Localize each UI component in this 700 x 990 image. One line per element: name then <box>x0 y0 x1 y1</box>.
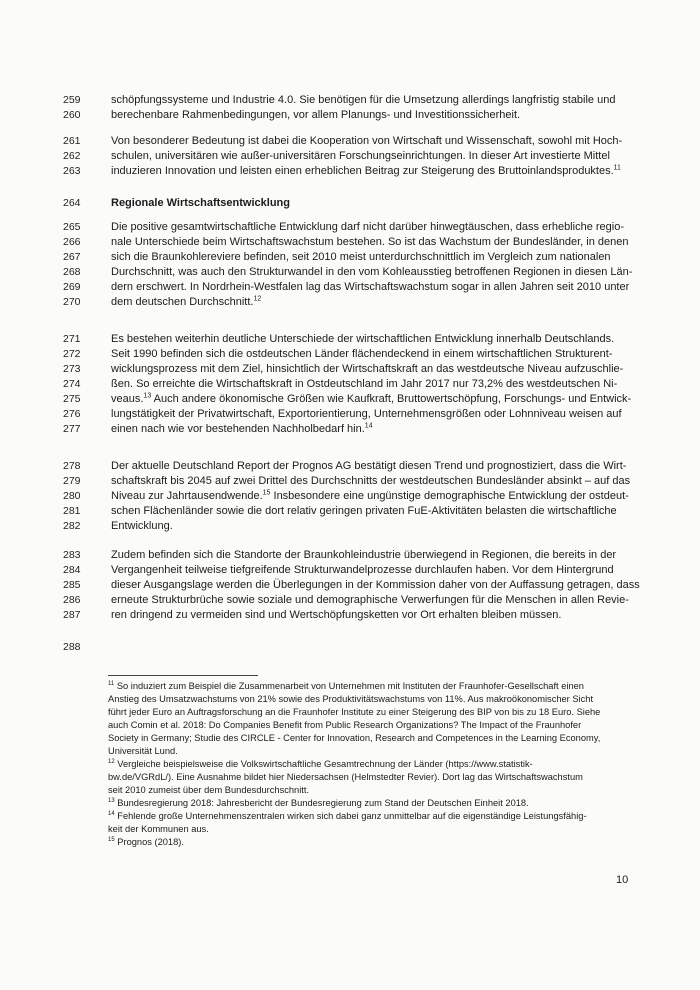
line-number: 280 <box>63 490 81 502</box>
footnote-text: Bundesregierung 2018: Jahresbericht der Bundesregierung zum Stand der Deutschen Einheit 2018. <box>114 798 529 808</box>
line-number: 271 <box>63 333 81 345</box>
line-text-body: induzieren Innovation und leisten einen erheblichen Beitrag zur Steigerung des Bruttoinlandsproduktes. <box>111 165 614 177</box>
line-text: Es bestehen weiterhin deutliche Unterschiede der wirtschaftlichen Entwicklung innerhalb Deutschlands. <box>111 333 615 345</box>
line-text: ren dringend zu vermeiden sind und Wertschöpfungsketten vor Ort erhalten bleiben müssen. <box>111 609 562 621</box>
footnote <box>108 810 628 836</box>
footnote-number: 11 <box>108 680 115 687</box>
footnote-number: 15 <box>108 836 115 843</box>
line-number: 269 <box>63 281 81 293</box>
footnote-text: Fehlende große Unternehmenszentralen wirken sich dabei ganz unmittelbar auf die eigenständige Leistungsfähig- <box>114 811 587 821</box>
line-number: 287 <box>63 609 81 621</box>
footnote-line: Universität Lund. <box>108 746 178 756</box>
line-number: 268 <box>63 266 81 278</box>
line-text-body: Niveau zur Jahrtausendwende. <box>111 490 263 502</box>
line-number: 262 <box>63 150 81 162</box>
line-number: 282 <box>63 520 81 532</box>
footnote <box>108 680 628 758</box>
footnote-line <box>108 680 628 693</box>
footnote-line: keit der Kommunen aus. <box>108 824 209 834</box>
footnote-text: So induziert zum Beispiel die Zusammenarbeit von Unternehmen mit Instituten der Fraunhofer-Gesellschaft einen <box>114 681 584 691</box>
line-text <box>111 392 631 407</box>
line-text: schöpfungssysteme und Industrie 4.0. Sie benötigen für die Umsetzung allerdings langfristig stabile und <box>111 94 616 106</box>
footnote-line <box>108 836 628 849</box>
line-text: dern erschwert. In Nordrhein-Westfalen lag das Wirtschaftswachstum sogar in allen Jahren seit 2010 unter <box>111 281 630 293</box>
line-text: Der aktuelle Deutschland Report der Prognos AG bestätigt diesen Trend und prognostiziert, dass die Wirt- <box>111 460 627 472</box>
footnote-reference: 14 <box>364 422 373 430</box>
footnotes <box>108 680 628 849</box>
line-text: schen Flächenländer sowie die dort relativ geringen privaten FuE-Aktivitäten belasten die wirtschaftliche <box>111 505 617 517</box>
line-text <box>111 422 373 437</box>
line-number: 279 <box>63 475 81 487</box>
line-number: 285 <box>63 579 81 591</box>
footnote-line: Anstieg des Umsatzwachstums von 21% sowie des Produktivitätswachstums von 11%. Aus makroökonomischer Sicht <box>108 694 594 704</box>
footnote <box>108 836 628 849</box>
line-text: schulen, universitären wie außer-universitären Forschungseinrichtungen. In dieser Art investierte Mittel <box>111 150 610 162</box>
footnote-line: auch Comin et al. 2018: Do Companies Benefit from Public Research Organizations? The Impact of the Fraunhofer <box>108 720 582 730</box>
line-number: 263 <box>63 165 81 177</box>
line-text: erneute Strukturbrüche sowie soziale und demographische Verwerfungen für die Menschen in allen Revie- <box>111 594 629 606</box>
footnote-line: Society in Germany; Studie des CIRCLE - Center for Innovation, Research and Competences in the Learning Economy, <box>108 733 601 743</box>
line-text <box>111 164 621 179</box>
line-text: berechenbare Rahmenbedingungen, vor allem Planungs- und Investitionssicherheit. <box>111 109 521 121</box>
line-text-body: einen nach wie vor bestehenden Nachholbedarf hin. <box>111 423 365 435</box>
line-text-continuation: Auch andere ökonomische Größen wie Kaufkraft, Bruttowertschöpfung, Forschungs- und Entwick- <box>151 393 632 405</box>
footnote-reference: 13 <box>143 392 152 400</box>
line-text: Von besonderer Bedeutung ist dabei die Kooperation von Wirtschaft und Wissenschaft, sowohl mit Hoch- <box>111 135 623 147</box>
line-number: 274 <box>63 378 81 390</box>
heading-text: Regionale Wirtschaftsentwicklung <box>111 197 290 209</box>
footnote-text: Vergleiche beispielsweise die Volkswirtschaftliche Gesamtrechnung der Länder (https://www.statistik- <box>114 759 533 769</box>
line-text: Vergangenheit teilweise tiefgreifende Strukturwandelprozesse durchlaufen haben. Vor dem Hintergrund <box>111 564 614 576</box>
line-number: 281 <box>63 505 81 517</box>
line-number: 259 <box>63 94 81 106</box>
line-number: 264 <box>63 197 81 209</box>
line-number: 270 <box>63 296 81 308</box>
footnote-reference: 11 <box>613 164 621 172</box>
footnote-separator <box>108 675 258 676</box>
footnote-number: 12 <box>108 758 115 765</box>
footnote-reference: 12 <box>253 295 262 303</box>
line-text <box>111 489 629 504</box>
footnote-number: 14 <box>108 810 115 817</box>
line-text: Durchschnitt, was auch den Strukturwandel in den vom Kohleausstieg betroffenen Regionen in diesen Län- <box>111 266 633 278</box>
line-number: 288 <box>63 641 81 653</box>
footnote-line: bw.de/VGRdL/). Eine Ausnahme bildet hier Niedersachsen (Helmstedter Revier). Dort lag das Wirtschaftswachstum <box>108 772 583 782</box>
line-number: 278 <box>63 460 81 472</box>
footnote-line <box>108 758 628 771</box>
line-number: 272 <box>63 348 81 360</box>
footnote-line <box>108 797 628 810</box>
line-text: Entwicklung. <box>111 520 173 532</box>
line-text: Die positive gesamtwirtschaftliche Entwicklung darf nicht darüber hinwegtäuschen, dass erhebliche regio- <box>111 221 624 233</box>
line-text-body: veaus. <box>111 393 144 405</box>
line-number: 276 <box>63 408 81 420</box>
footnote <box>108 758 628 797</box>
line-text: ßen. So erreichte die Wirtschaftskraft in Ostdeutschland im Jahr 2017 nur 73,2% des westdeutschen Ni- <box>111 378 618 390</box>
line-text: dieser Ausgangslage werden die Überlegungen in der Kommission daher von der Auffassung getragen, dass <box>111 579 640 591</box>
line-number: 283 <box>63 549 81 561</box>
line-text-continuation: Insbesondere eine ungünstige demographische Entwicklung der ostdeut- <box>270 490 629 502</box>
line-number: 286 <box>63 594 81 606</box>
line-text: schaftskraft bis 2045 auf zwei Drittel des Durchschnitts der westdeutschen Bundesländer absinkt – auf das <box>111 475 631 487</box>
line-text <box>111 295 261 310</box>
line-number: 260 <box>63 109 81 121</box>
footnote <box>108 797 628 810</box>
line-number: 277 <box>63 423 81 435</box>
line-number: 273 <box>63 363 81 375</box>
line-text: wicklungsprozess mit dem Ziel, hinsichtlich der Wirtschaftskraft an das westdeutsche Niveau aufzuschlie- <box>111 363 624 375</box>
footnote-text: Prognos (2018). <box>114 837 184 847</box>
footnote-line: führt jeder Euro an Auftragsforschung an die Fraunhofer Institute zu einer Steigerung des BIP von bis zu 18 Euro. Siehe <box>108 707 601 717</box>
line-number: 267 <box>63 251 81 263</box>
line-number: 265 <box>63 221 81 233</box>
line-number: 266 <box>63 236 81 248</box>
line-number: 275 <box>63 393 81 405</box>
line-number: 284 <box>63 564 81 576</box>
line-text: lungstätigkeit der Privatwirtschaft, Exportorientierung, Unternehmensgrößen oder Lohnniveau weisen auf <box>111 408 622 420</box>
line-number: 261 <box>63 135 81 147</box>
page-number: 10 <box>616 874 629 886</box>
line-text: nale Unterschiede beim Wirtschaftswachstum bestehen. So ist das Wachstum der Bundesländer, in denen <box>111 236 629 248</box>
line-text: sich die Braunkohlereviere befinden, seit 2010 meist unterdurchschnittlich im Vergleich zum nationalen <box>111 251 611 263</box>
line-text: Zudem befinden sich die Standorte der Braunkohleindustrie überwiegend in Regionen, die bereits in der <box>111 549 617 561</box>
footnote-line: seit 2010 zumeist über dem Bundesdurchschnitt. <box>108 785 310 795</box>
footnote-reference: 15 <box>262 489 271 497</box>
footnote-line <box>108 810 628 823</box>
line-text: Seit 1990 befinden sich die ostdeutschen Länder flächendeckend in einem wirtschaftlichen Strukturent- <box>111 348 613 360</box>
line-text-body: dem deutschen Durchschnitt. <box>111 296 254 308</box>
footnote-number: 13 <box>108 797 115 804</box>
